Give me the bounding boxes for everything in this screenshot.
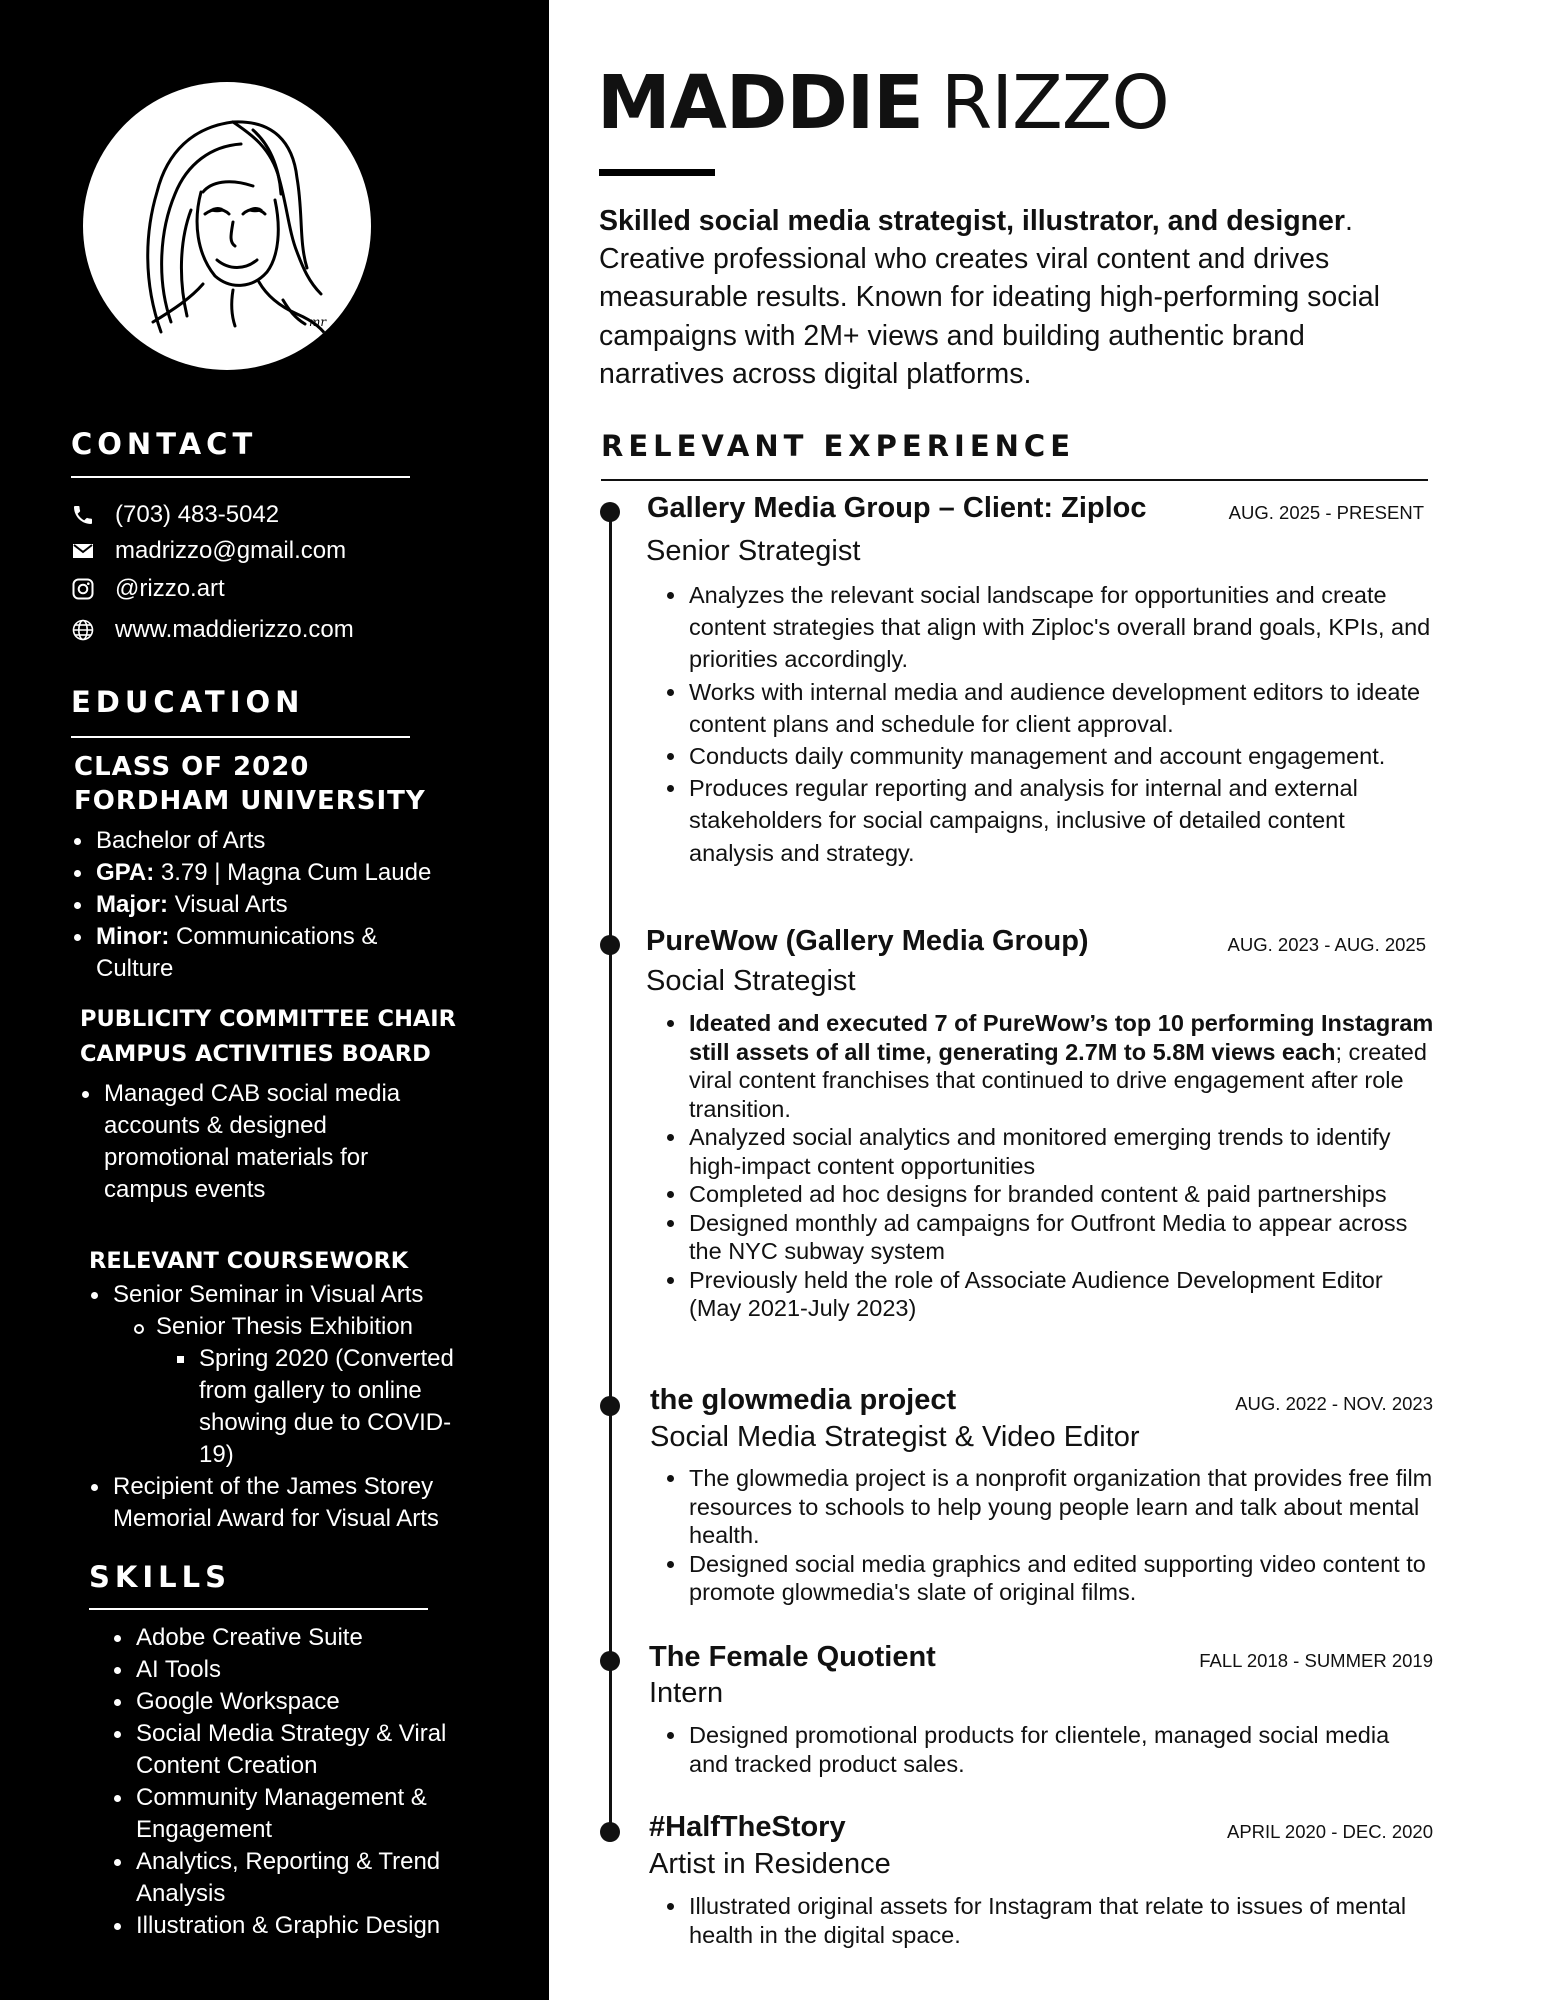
timeline-dot (600, 1651, 620, 1671)
list-item: Adobe Creative Suite (136, 1622, 476, 1654)
job-org: #HalfTheStory (649, 1811, 846, 1843)
job-role: Social Media Strategist & Video Editor (650, 1421, 1140, 1453)
skills-heading: SKILLS (89, 1560, 231, 1594)
list-item: Illustration & Graphic Design (136, 1910, 476, 1942)
list-item: AI Tools (136, 1654, 476, 1686)
svg-text:mr: mr (309, 315, 327, 329)
job-bullets (689, 1892, 1434, 1949)
job-org: Gallery Media Group – Client: Ziploc (647, 492, 1147, 524)
contact-phone[interactable] (69, 498, 279, 532)
job-dates: AUG. 2025 - PRESENT (1228, 502, 1424, 523)
list-item: Completed ad hoc designs for branded content & paid partnerships (689, 1180, 1434, 1209)
list-item: Senior Thesis Exhibition (156, 1311, 483, 1343)
timeline-line (609, 511, 612, 1836)
list-item: Produces regular reporting and analysis for internal and external stakeholders for social campaigns, inclusive of detailed content analysis and strategy. (689, 772, 1434, 869)
page-title (597, 58, 1169, 148)
job-org: The Female Quotient (649, 1641, 936, 1673)
list-item: Recipient of the James Storey Memorial Award for Visual Arts (113, 1471, 483, 1535)
job-bullets (689, 579, 1434, 869)
list-item: Major: Visual Arts (96, 889, 466, 921)
job-org: PureWow (Gallery Media Group) (646, 925, 1089, 957)
list-item: The glowmedia project is a nonprofit organization that provides free film resources to schools to help young people learn and talk about mental health. (689, 1465, 1433, 1548)
timeline-dot (600, 1822, 620, 1842)
list-item: Google Workspace (136, 1686, 476, 1718)
instagram-text: @rizzo.art (115, 575, 225, 602)
list-item: Previously held the role of Associate Audience Development Editor (May 2021-July 2023) (689, 1266, 1434, 1323)
coursework-heading: RELEVANT COURSEWORK (89, 1248, 409, 1274)
instagram-icon (69, 575, 97, 603)
list-item: Illustrated original assets for Instagram that relate to issues of mental health in the digital space. (689, 1892, 1434, 1949)
list-item: Spring 2020 (Converted from gallery to online showing due to COVID-19) (199, 1343, 483, 1471)
school-name: FORDHAM UNIVERSITY (74, 786, 426, 816)
role-org: CAMPUS ACTIVITIES BOARD (80, 1041, 431, 1067)
phone-icon (69, 501, 97, 529)
job-org: the glowmedia project (650, 1384, 957, 1416)
contact-divider (71, 476, 410, 478)
degree-list (96, 825, 466, 985)
list-item: Community Management & Engagement (136, 1782, 476, 1846)
list-item: Designed monthly ad campaigns for Outfront Media to appear across the NYC subway system (689, 1209, 1434, 1266)
job-bullets (689, 1464, 1434, 1607)
list-item: Minor: Communications & Culture (96, 921, 416, 985)
contact-website[interactable] (69, 613, 354, 647)
list-item: GPA: 3.79 | Magna Cum Laude (96, 857, 466, 889)
job-role: Artist in Residence (649, 1848, 891, 1880)
list-item: Designed social media graphics and edited supporting video content to promote glowmedia's slate of original films. (689, 1550, 1434, 1607)
experience-divider (601, 479, 1428, 481)
experience-heading: RELEVANT EXPERIENCE (601, 429, 1076, 463)
envelope-icon (69, 537, 97, 565)
job-bullets (689, 1721, 1434, 1778)
list-item: Analytics, Reporting & Trend Analysis (136, 1846, 476, 1910)
sidebar (0, 0, 549, 2000)
job-role: Senior Strategist (646, 535, 861, 567)
list-item: Bachelor of Arts (96, 825, 466, 857)
avatar (83, 82, 371, 370)
coursework-list (113, 1279, 483, 1535)
list-item: Conducts daily community management and account engagement. (689, 740, 1434, 772)
list-item: Analyzed social analytics and monitored emerging trends to identify high-impact content opportunities (689, 1123, 1434, 1180)
skills-divider (89, 1608, 428, 1610)
portrait-illustration (83, 82, 371, 370)
job-dates: AUG. 2022 - NOV. 2023 (1235, 1393, 1433, 1414)
phone-text: (703) 483-5042 (115, 501, 280, 528)
job-role: Social Strategist (646, 965, 856, 997)
last-name: RIZZO (940, 60, 1169, 146)
list-item: Works with internal media and audience development editors to ideate content plans and schedule for client approval. (689, 676, 1434, 740)
list-item: Ideated and executed 7 of PureWow’s top 10 performing Instagram still assets of all time, generating 2.7M to 5.8M views each; created viral content franchises that continued to drive engagement after role transition. (689, 1010, 1434, 1122)
globe-icon (69, 616, 97, 644)
list-item: Managed CAB social media accounts & designed promotional materials for campus events (104, 1078, 444, 1206)
job-dates: AUG. 2023 - AUG. 2025 (1227, 934, 1426, 955)
contact-instagram[interactable] (69, 572, 225, 606)
class-year: CLASS OF 2020 (74, 752, 310, 782)
website-text: www.maddierizzo.com (115, 616, 354, 643)
list-item: Analyzes the relevant social landscape for opportunities and create content strategies that align with Ziploc's overall brand goals, KPIs, and priorities accordingly. (689, 579, 1434, 676)
list-item: Designed promotional products for clientele, managed social media and tracked product sales. (689, 1721, 1434, 1778)
email-text: madrizzo@gmail.com (115, 537, 347, 564)
role-title: PUBLICITY COMMITTEE CHAIR (80, 1006, 457, 1032)
job-bullets (689, 1009, 1434, 1323)
contact-heading: CONTACT (71, 427, 258, 461)
summary: Skilled social media strategist, illustrator, and designer. Creative professional who creates viral content and drives measurable results. Known for ideating high-performing social campaigns with 2M+ views and building authentic brand narratives across digital platforms. (599, 205, 1380, 390)
education-divider (71, 736, 410, 738)
timeline-dot (600, 935, 620, 955)
skills-list (136, 1622, 476, 1942)
list-item: Senior Seminar in Visual Arts (113, 1279, 483, 1311)
job-role: Intern (649, 1677, 724, 1709)
contact-email[interactable] (69, 534, 346, 568)
timeline-dot (600, 1396, 620, 1416)
list-item: Social Media Strategy & Viral Content Creation (136, 1718, 476, 1782)
title-underline (599, 169, 715, 176)
job-dates: FALL 2018 - SUMMER 2019 (1199, 1650, 1433, 1671)
first-name: MADDIE (597, 60, 923, 146)
role-list (104, 1078, 444, 1206)
education-heading: EDUCATION (71, 685, 305, 719)
job-dates: APRIL 2020 - DEC. 2020 (1226, 1821, 1433, 1842)
timeline-dot (600, 502, 620, 522)
